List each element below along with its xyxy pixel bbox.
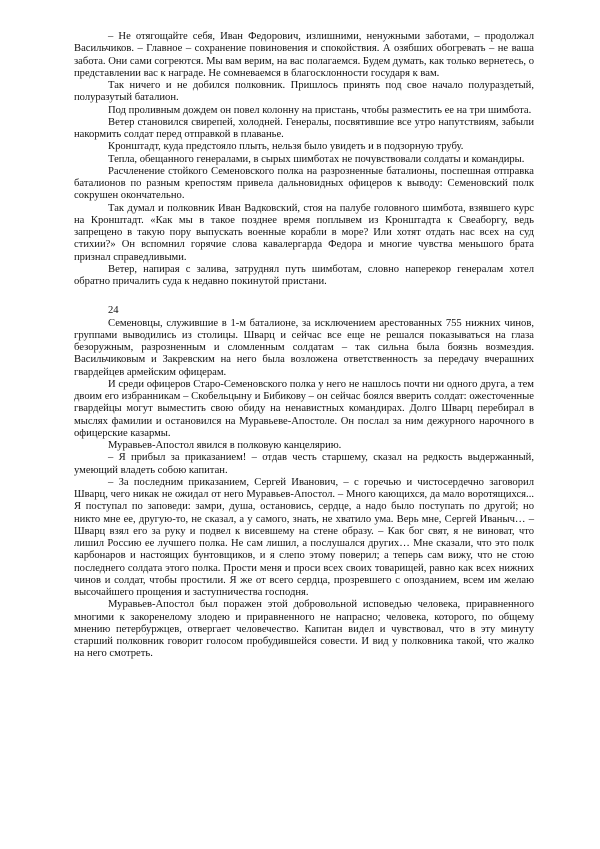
page-number: 24 (108, 305, 119, 317)
paragraph: Так ничего и не добился полковник. Пришлось принять под свое начало полураздетый, полуразутый баталион. (74, 80, 534, 104)
paragraph: И среди офицеров Старо-Семеновского полка у него не нашлось почти ни одного друга, а тем двоим его избранникам – Скобельцыну и Бибикову – он сейчас боялся вверить солдат: ожесточенные гвардейцы могут выместить свою обиду на ненавистных командирах. Долго Шварц перебирал в мыслях фамилии и остановился на Муравьеве-Апостоле. Он послал за ним дежурного нарочного в офицерские казармы. (74, 378, 534, 439)
text-block-before-page-number (74, 31, 534, 288)
paragraph: Так думал и полковник Иван Вадковский, стоя на палубе головного шимбота, взявшего курс на Кронштадт. «Как мы в такое позднее время поплывем из Кронштадта к Свеаборгу, ведь запрещено в такую пору выпускать военные корабли в море? Или хотят отдать нас всех на суд стихии?» Он вспомнил горячие слова кавалергарда Федора и многие чувства меньшого брата признал справедливыми. (74, 202, 534, 263)
paragraph: Расчленение стойкого Семеновского полка на разрозненные баталионы, поспешная отправка баталионов по разным крепостям привела дальновидных офицеров к выводу: Семеновский полк сокрушен окончательно. (74, 165, 534, 202)
paragraph: Ветер, напирая с залива, затруднял путь шимботам, словно наперекор генералам хотел обратно причалить суда к недавно покинутой пристани. (74, 263, 534, 287)
paragraph: – Я прибыл за приказанием! – отдав честь старшему, сказал на редкость выдержанный, умеющий владеть собою капитан. (74, 452, 534, 476)
paragraph: Семеновцы, служившие в 1-м баталионе, за исключением арестованных 755 нижних чинов, группами выводились из столицы. Шварц и сейчас все еще не решался показываться на глаза безоружным, разрозненным и сломленным солдатам – так сильна была боязнь возмездия. Васильчиковым и Закревским на него была возложена ответственность за передачу вчерашних гвардейцев армейским офицерам. (74, 317, 534, 378)
paragraph: Ветер становился свирепей, холодней. Генералы, посвятившие все утро напутствиям, забыли накормить солдат перед отправкой в плаванье. (74, 116, 534, 140)
paragraph: Тепла, обещанного генералами, в сырых шимботах не почувствовали солдаты и командиры. (108, 153, 525, 165)
paragraph: Муравьев-Апостол был поражен этой добровольной исповедью человека, приравненного многими к закоренелому злодею и приравненного не напрасно; человека, которого, по общему мнению петербуржцев, отвергает человечество. Капитан видел и чувствовал, что в эту минуту старший полковник говорит голосом пробудившейся совести. И вид у полковника такой, что жалко на него смотреть. (74, 599, 534, 660)
paragraph: Под проливным дождем он повел колонну на пристань, чтобы разместить ее на три шимбота. (108, 104, 532, 116)
paragraph: – Не отягощайте себя, Иван Федорович, излишними, ненужными заботами, – продолжал Васильчиков. – Главное – сохранение повиновения и спокойствия. А озябших обогревать – не ваша забота. Они сами согреются. Мы вам верим, на вас полагаемся. Будем думать, как только вернетесь, о представлении вас к награде. Не сомневаемся в благосклонности государя к вам. (74, 31, 535, 79)
paragraph: – За последним приказанием, Сергей Иванович, – с горечью и чистосердечно заговорил Шварц, чего никак не ожидал от него Муравьев-Апостол. – Много кающихся, да мало воротящихся... Я поступал по заповеди: замри, душа, остановись, сердце, а надо было поступать по другой; но никто мне ее, другую-то, не сказал, а у самого, знать, не хватило ума. Верь мне, Сергей Иваныч… – Шварц взял его за руку и подвел к висевшему на стене образу. – Как бог свят, я не виноват, что лишил Россию ее лучшего полка. Не сам лишил, а послушался других… Мне сказали, что это полк карбонаров и настоящих бунтовщиков, и я слепо этому поверил; а теперь сам вижу, что не стою последнего солдата этого полка. Прости меня и проси всех своих товарищей, равно как всех нижних чинов и солдат, чтобы простили. Я же от всего сердца, прозревшего с опозданием, всем им желаю высочайшего прощения и заступничества господня. (74, 476, 534, 598)
paragraph: Кронштадт, куда предстояло плыть, нельзя было увидеть и в подзорную трубу. (108, 141, 464, 153)
paragraph: Муравьев-Апостол явился в полковую канцелярию. (108, 440, 342, 451)
text-block-after-page-number (74, 318, 534, 661)
